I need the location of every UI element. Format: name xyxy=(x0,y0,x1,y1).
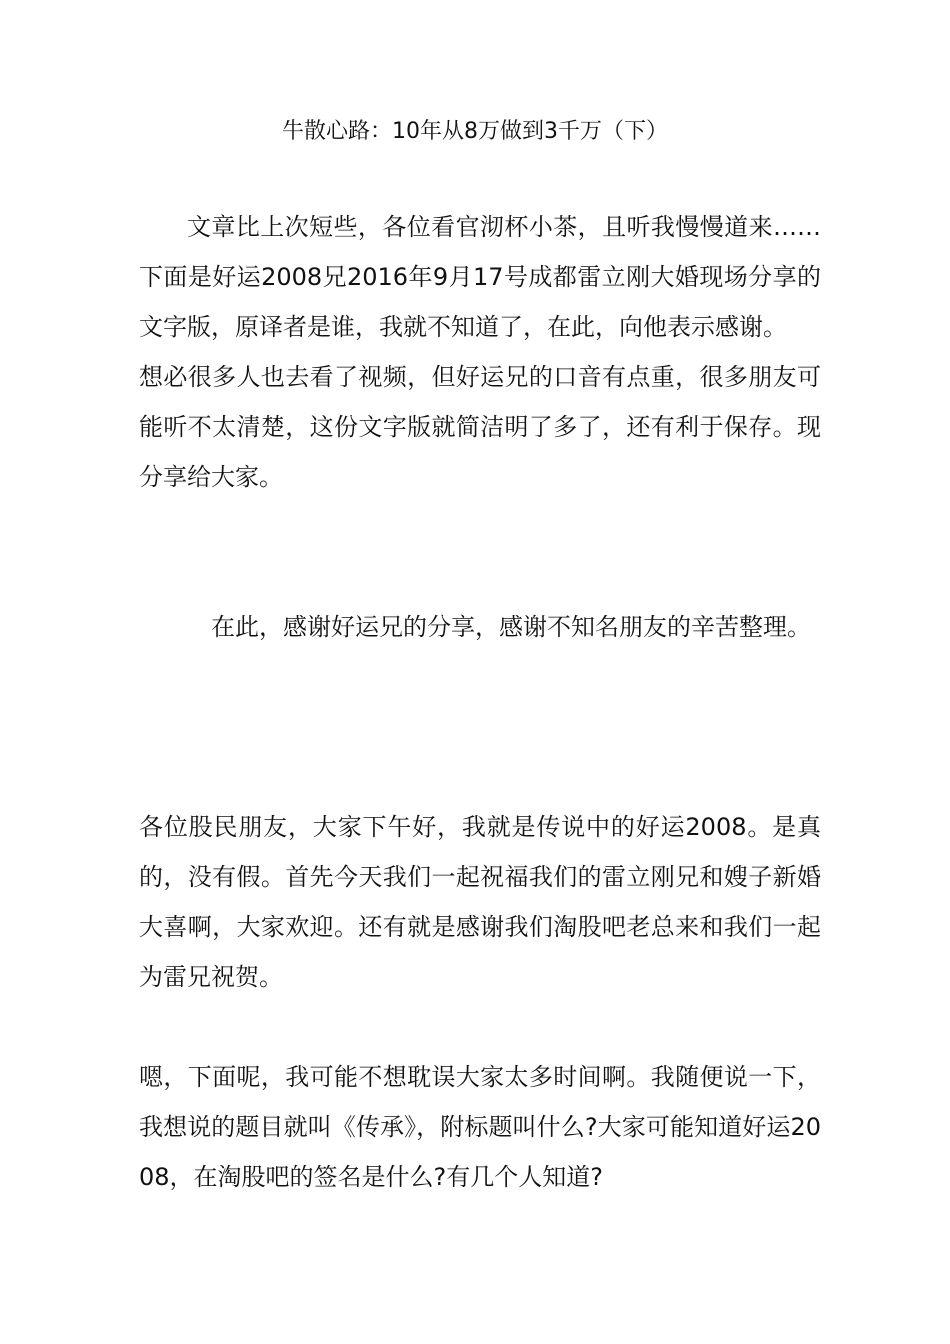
paragraph-thanks: 在此，感谢好运兄的分享，感谢不知名朋友的辛苦整理。 xyxy=(211,613,811,641)
document-title: 牛散心路：10年从8万做到3千万（下） xyxy=(282,119,668,144)
paragraph-speech-opening: 各位股民朋友，大家下午好，我就是传说中的好运2008。是真的，没有假。首先今天我们一起祝福我们的雷立刚兄和嫂子新婚大喜啊，大家欢迎。还有就是感谢我们淘股吧老总来和我们一起为雷兄祝贺。 xyxy=(139,813,821,991)
paragraph-speech-topic: 嗯，下面呢，我可能不想耽误大家太多时间啊。我随便说一下，我想说的题目就叫《传承》，附标题叫什么?大家可能知道好运2008，在淘股吧的签名是什么?有几个人知道? xyxy=(139,1063,821,1191)
intro-block xyxy=(139,202,821,502)
paragraph-note: 想必很多人也去看了视频，但好运兄的口音有点重，很多朋友可能听不太清楚，这份文字版就简洁明了多了，还有利于保存。现分享给大家。 xyxy=(139,363,821,491)
paragraph-intro: 文章比上次短些，各位看官沏杯小茶，且听我慢慢道来……下面是好运2008兄2016年9月17号成都雷立刚大婚现场分享的文字版，原译者是谁，我就不知道了，在此，向他表示感谢。 xyxy=(139,213,821,341)
